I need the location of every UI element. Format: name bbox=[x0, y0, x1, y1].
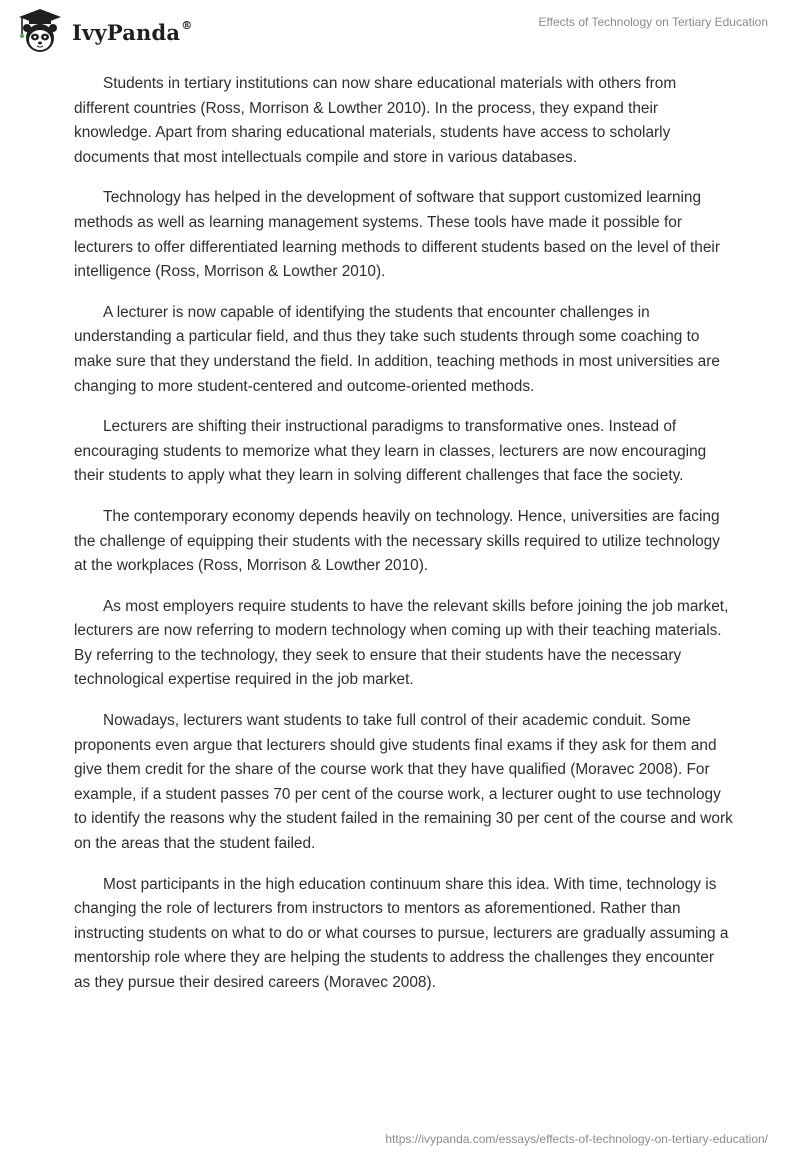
paragraph: Most participants in the high education continuum share this idea. With time, technology is changing the role of lecturers from instructors to mentors as aforementioned. Rather than instructing students on what to do or what courses to pursue, lecturers are gradually assuming a mentorship role where they are helping the students to address the challenges they encounter as they pursue their desired careers (Moravec 2008). bbox=[74, 875, 729, 991]
brand-name: IvyPanda® bbox=[72, 18, 193, 45]
page-header bbox=[0, 0, 800, 64]
paragraph: Students in tertiary institutions can now share educational materials with others from different countries (Ross, Morrison & Lowther 2010). In the process, they expand their knowledge. Apart from sharing educational materials, students have access to scholarly documents that most intellectuals compile and store in various databases. bbox=[74, 75, 677, 166]
document-title: Effects of Technology on Tertiary Education bbox=[538, 15, 768, 29]
ivypanda-logo[interactable] bbox=[14, 6, 192, 58]
registered-mark: ® bbox=[181, 18, 193, 32]
paragraph: Nowadays, lecturers want students to take full control of their academic conduit. Some proponents even argue that lecturers should give students final exams if they ask for them and give them credit for the share of the course work that they have qualified (Moravec 2008). For example, if a student passes 70 per cent of the course work, a lecturer ought to use technology to identify the reasons why the student failed in the remaining 30 per cent of the course and work on the areas that the student failed. bbox=[74, 712, 733, 853]
paragraph: The contemporary economy depends heavily on technology. Hence, universities are facing the challenge of equipping their students with the necessary skills required to utilize technology at the workplaces (Ross, Morrison & Lowther 2010). bbox=[74, 507, 720, 575]
essay-body bbox=[74, 72, 734, 1012]
paragraph: A lecturer is now capable of identifying the students that encounter challenges in understanding a particular field, and thus they take such students through some coaching to make sure that they understand the field. In addition, teaching methods in most universities are changing to more student-centered and outcome-oriented methods. bbox=[74, 303, 720, 395]
paragraph: As most employers require students to have the relevant skills before joining the job market, lecturers are now referring to modern technology when coming up with their teaching materials. By referring to the technology, they seek to ensure that their students have the necessary technological expertise required in the job market. bbox=[74, 597, 729, 689]
paragraph: Lecturers are shifting their instructional paradigms to transformative ones. Instead of encouraging students to memorize what they learn in classes, lecturers are now encouraging their students to apply what they learn in solving different challenges that face the society. bbox=[74, 418, 707, 485]
panda-graduate-icon bbox=[14, 6, 66, 58]
source-url[interactable]: https://ivypanda.com/essays/effects-of-technology-on-tertiary-education/ bbox=[385, 1132, 768, 1146]
paragraph: Technology has helped in the development of software that support customized learning methods as well as learning management systems. These tools have made it possible for lecturers to offer differentiated learning methods to different students based on the level of their intelligence (Ross, Morrison & Lowther 2010). bbox=[74, 189, 720, 281]
